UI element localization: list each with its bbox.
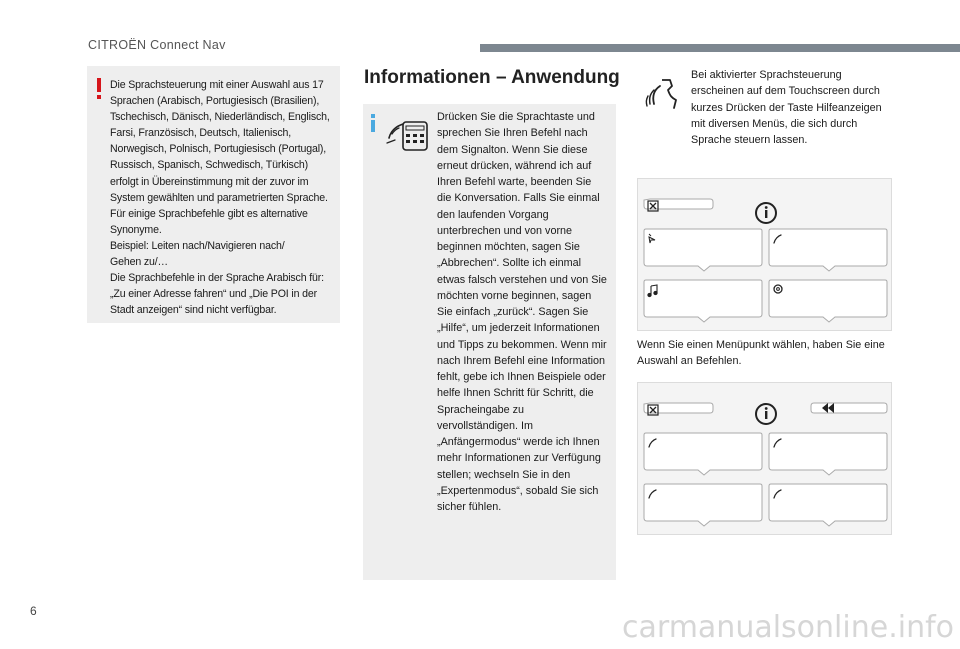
tile-command-3[interactable] bbox=[644, 484, 762, 526]
voice-speak-icon bbox=[640, 76, 680, 112]
info-text: Drücken Sie die Sprachtaste und sprechen Sie Ihren Befehl nach dem Signalton. Wenn Sie diese erneut drücken, während ich auf Ihren Befehl warte, beenden Sie die Konversation. Falls Sie einmal den laufenden Vorgang unterbrechen und von vorne beginnen möchten, sagen Sie „Abbrechen“. Sollte ich einmal etwas falsch verstehen und von Sie möchten vorne beginnen, sagen Sie einfach „zurück“. Sagen Sie „Hilfe“, um jederzeit Informationen und Tipps zu bekommen. Wenn mir nach Ihrem Befehl eine Information fehlt, gebe ich Ihnen Beispiele oder helfe Ihnen Schritt für Schritt, die Spracheingabe zu vervollständigen. Im „Anfängermodus“ werde ich Ihnen mehr Informationen zur Verfügung stellen; wechseln Sie in den „Expertenmodus“, sobald Sie sich sicher fühlen. bbox=[437, 111, 607, 513]
header-title: CITROËN Connect Nav bbox=[88, 38, 226, 52]
help-info-icon bbox=[756, 203, 776, 223]
warning-box bbox=[87, 66, 340, 323]
page-number: 6 bbox=[30, 604, 37, 618]
help-info-icon bbox=[756, 404, 776, 424]
right-text-commands: Wenn Sie einen Menüpunkt wählen, haben Sie eine Auswahl an Befehlen. bbox=[637, 339, 885, 368]
touchscreen-help-display bbox=[637, 178, 892, 331]
tile-command-2[interactable] bbox=[769, 433, 887, 475]
tile-music[interactable] bbox=[644, 280, 762, 322]
tile-settings[interactable] bbox=[769, 280, 887, 322]
close-button[interactable] bbox=[644, 403, 713, 415]
close-button[interactable] bbox=[644, 199, 713, 211]
header-bar bbox=[480, 44, 960, 52]
voice-command-button-icon bbox=[383, 110, 431, 156]
tile-command-4[interactable] bbox=[769, 484, 887, 526]
tile-phone[interactable] bbox=[769, 229, 887, 271]
right-text-intro: Bei aktivierter Sprachsteuerung erscheinen auf dem Touchscreen durch kurzes Drücken der Taste Hilfeanzeigen mit diversen Menüs, die sich durch Sprache steuern lassen. bbox=[691, 69, 882, 146]
section-title: Informationen – Anwendung bbox=[364, 67, 620, 88]
warning-text: Die Sprachsteuerung mit einer Auswahl aus 17 Sprachen (Arabisch, Portugiesisch (Brasilien), Tschechisch, Dänisch, Niederländisch, Englisch, Farsi, Französisch, Deutsch, Italienisch, Norwegisch, Polnisch, Portugiesisch (Portugal), Russisch, Spanisch, Schwedisch, Türkisch) erfolgt in Übereinstimmung mit der zuvor im System gewählten und parametrierten Sprache. Für einige Sprachbefehle gibt es alternative Synonyme. Beispiel: Leiten nach/Navigieren nach/ Gehen zu/… Die Sprachbefehle in der Sprache Arabisch für: „Zu einer Adresse fahren“ und „Die POI in der Stadt anzeigen“ sind nicht verfügbar. bbox=[110, 79, 330, 317]
info-box bbox=[363, 104, 616, 580]
tile-command-1[interactable] bbox=[644, 433, 762, 475]
exclamation-icon bbox=[96, 78, 102, 99]
touchscreen-command-display bbox=[637, 382, 892, 535]
watermark: carmanualsonline.info bbox=[622, 610, 954, 645]
tile-navigation[interactable] bbox=[644, 229, 762, 271]
info-icon bbox=[370, 114, 376, 132]
back-button[interactable] bbox=[811, 403, 887, 413]
